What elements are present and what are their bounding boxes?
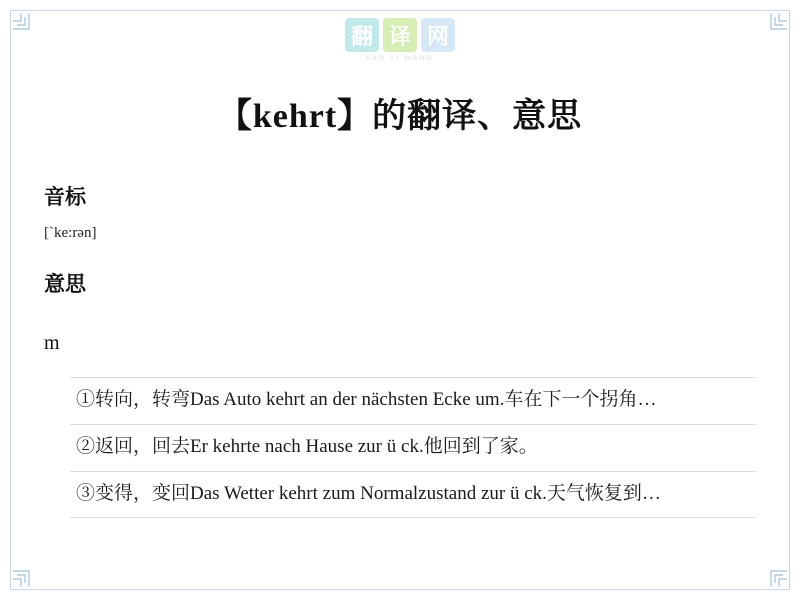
sense-list (44, 377, 756, 518)
watermark-box-3: 网 (421, 18, 455, 52)
watermark-box-1: 翻 (345, 18, 379, 52)
list-item: 2. ②返回，回去Er kehrte nach Hause zur ü ck.他回到了家。 (70, 425, 756, 472)
part-of-speech: m (44, 332, 60, 354)
meaning-heading: 意思 (44, 273, 86, 296)
list-item: 3. ③变得，变回Das Wetter kehrt zum Normalzustand zur ü ck.天气恢复到… (70, 472, 756, 519)
watermark-box-2: 译 (383, 18, 417, 52)
phonetic-heading: 音标 (44, 186, 86, 209)
corner-ornament-icon (762, 562, 788, 588)
corner-ornament-icon (12, 562, 38, 588)
page-title: 【kehrt】的翻译、意思 (217, 98, 583, 135)
phonetic-value: [`ke:rən] (44, 225, 97, 241)
watermark-subtitle: FAN YI WANG (366, 55, 434, 62)
list-item: 1. ①转向，转弯Das Auto kehrt an der nächsten Ecke um.车在下一个拐角… (70, 377, 756, 425)
